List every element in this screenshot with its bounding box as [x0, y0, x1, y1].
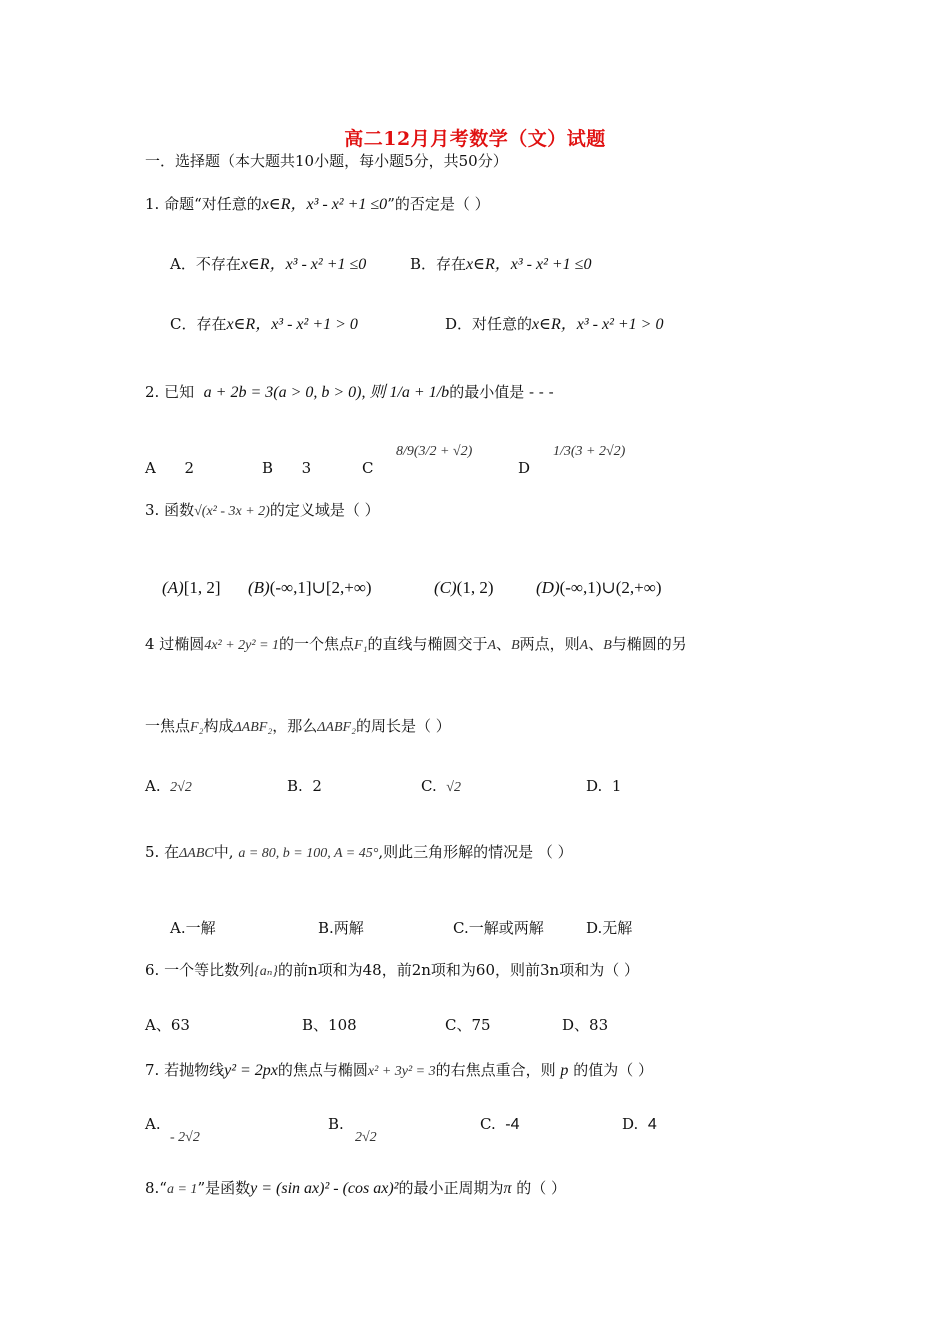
question-2-option-d: [518, 458, 530, 478]
question-7-math-1: y² = 2px: [224, 1062, 278, 1079]
option-label: B．存在: [410, 255, 467, 273]
question-2-suffix: 的最小值是 - - -: [449, 383, 554, 401]
question-8-prefix: 8.“: [145, 1179, 167, 1197]
question-3-option-c: [434, 578, 494, 598]
question-7-math-2: x² + 3y² = 3: [367, 1064, 436, 1079]
question-6-math: {aₙ}: [254, 964, 278, 979]
q4-text: 一焦点: [145, 717, 191, 735]
question-5-math: a = 80, b = 100, A = 45°: [238, 846, 379, 861]
question-7-option-d: [622, 1114, 657, 1135]
question-3-suffix: 的定义域是（ ）: [269, 501, 380, 519]
q4-math: ΔABF₂: [233, 720, 273, 735]
q4-math: A: [487, 638, 497, 653]
question-6-option-c: C、75: [445, 1016, 491, 1034]
option-math: x∈R，x³ - x² +1 ≤0: [240, 256, 367, 273]
q4-math: F₁: [354, 638, 368, 653]
option-label: A.: [145, 777, 161, 795]
q4-math: B: [511, 638, 520, 653]
question-2: [145, 382, 554, 403]
q4-text: 、: [496, 635, 512, 653]
question-7: [145, 1060, 653, 1082]
option-value: [1, 2]: [183, 578, 221, 597]
option-label: D．对任意的: [445, 315, 533, 333]
question-6: [145, 960, 639, 982]
question-2-prefix: 2. 已知: [145, 383, 195, 401]
q4-math: A: [579, 638, 589, 653]
question-5-option-c: C.一解或两解: [453, 919, 544, 937]
q4-math: ΔABF₂: [317, 720, 356, 735]
option-value: 3: [301, 459, 312, 477]
option-value: 4: [647, 1116, 657, 1133]
question-2-option-c: [362, 458, 373, 478]
option-label: A: [145, 459, 156, 477]
question-7-suffix: 的值为（ ）: [573, 1061, 653, 1079]
option-label: (C): [434, 578, 457, 597]
question-4-option-b: [287, 776, 322, 796]
question-4-line-2: [145, 716, 451, 738]
question-3-prefix: 3. 函数: [145, 501, 195, 519]
question-2-option-d-value: [553, 440, 625, 462]
question-1-option-a: [170, 254, 366, 275]
option-math: x∈R，x³ - x² +1 > 0: [226, 316, 358, 333]
q4-text: 与椭圆的另: [611, 635, 687, 653]
option-label: (A): [162, 578, 184, 597]
question-3: [145, 500, 380, 522]
q4-text: 、: [588, 635, 604, 653]
q4-math: B: [603, 638, 612, 653]
q4-text: 两点，则: [519, 635, 580, 653]
q4-text: 的一个焦点: [279, 635, 355, 653]
question-3-option-a: [162, 578, 221, 598]
option-value: 8/9(3/2 + √2): [396, 444, 473, 459]
option-label: C．存在: [170, 315, 227, 333]
question-7-mid: 的焦点与椭圆: [277, 1061, 368, 1079]
question-6-prefix: 6. 一个等比数列: [145, 961, 255, 979]
question-2-math: a + 2b = 3(a > 0, b > 0), 则 1/a + 1/b: [203, 384, 450, 401]
question-2-option-a: [145, 458, 194, 478]
option-value: 1: [611, 777, 622, 795]
question-5-suffix: ,则此三角形解的情况是 （ ）: [378, 843, 573, 861]
question-7-mid-2: 的右焦点重合，则: [435, 1061, 556, 1079]
question-7-option-b-label: B.: [328, 1115, 344, 1133]
question-8-math-2: y = (sin ax)² - (cos ax)²: [250, 1180, 399, 1197]
question-4-option-d: [586, 776, 621, 796]
q4-text: 的直线与椭圆交于: [367, 635, 488, 653]
option-value: 2: [184, 459, 194, 477]
question-6-suffix: 的前n项和为48，前2n项和为60，则前3n项和为（ ）: [277, 961, 639, 979]
question-8: [145, 1178, 566, 1200]
option-math: x∈R，x³ - x² +1 ≤0: [466, 256, 592, 273]
question-5-option-d: D.无解: [586, 919, 633, 937]
question-1-option-b: [410, 254, 591, 275]
question-7-option-a-label: A.: [145, 1115, 161, 1133]
question-2-option-c-value: [396, 440, 472, 462]
option-label: D.: [586, 777, 603, 795]
question-8-math-1: a = 1: [166, 1182, 198, 1197]
option-label: D: [518, 459, 531, 477]
question-2-option-b: [262, 458, 311, 478]
option-label: C: [362, 459, 374, 477]
section-heading: 一．选择题（本大题共10小题，每小题5分，共50分）: [145, 152, 508, 170]
option-value: 1/3(3 + 2√2): [553, 444, 626, 459]
question-7-prefix: 7. 若抛物线: [145, 1061, 225, 1079]
question-7-option-b-value: [355, 1126, 377, 1148]
question-4-option-a: [145, 776, 192, 798]
question-3-option-b: [248, 578, 372, 598]
q4-math: F₂: [190, 720, 204, 735]
option-label: D.: [622, 1115, 639, 1133]
question-5-prefix: 5. 在: [145, 843, 180, 861]
option-math: x∈R，x³ - x² +1 > 0: [532, 316, 664, 333]
option-label: C.: [480, 1115, 496, 1133]
question-5: [145, 842, 573, 864]
question-8-var: π: [503, 1180, 512, 1197]
question-6-option-d: D、83: [562, 1016, 609, 1034]
question-6-option-b: B、108: [302, 1016, 357, 1034]
question-7-option-a-value: [170, 1126, 200, 1148]
q4-math: 4x² + 2y² = 1: [204, 638, 280, 653]
question-5-triangle: ΔABC: [179, 846, 214, 861]
question-1-option-d: [445, 314, 663, 335]
option-value: - 2√2: [170, 1130, 200, 1145]
question-1: [145, 194, 490, 215]
question-1-suffix: ”的否定是（ ）: [387, 195, 490, 213]
option-value: (-∞,1]∪[2,+∞): [269, 578, 372, 597]
option-value: 2√2: [355, 1130, 377, 1145]
question-5-option-a: A.一解: [170, 919, 216, 937]
option-label: B: [262, 459, 274, 477]
question-7-option-c: [480, 1114, 520, 1135]
question-4-line-1: [145, 634, 687, 656]
question-8-mid: ”是函数: [197, 1179, 251, 1197]
question-1-prefix: 1. 命题“对任意的: [145, 195, 262, 213]
question-8-suffix: 的（ ）: [516, 1179, 567, 1197]
option-value: -4: [505, 1116, 520, 1133]
option-value: (-∞,1)∪(2,+∞): [559, 578, 662, 597]
q4-text: 4 过椭圆: [145, 635, 205, 653]
question-3-option-d: [536, 578, 662, 598]
question-3-math: √(x² - 3x + 2): [194, 504, 270, 519]
question-7-var: p: [560, 1062, 569, 1079]
option-value: 2√2: [170, 780, 192, 795]
page-title: 高二12月月考数学（文）试题: [344, 128, 606, 150]
question-5-option-b: B.两解: [318, 919, 364, 937]
option-label: (B): [248, 578, 270, 597]
option-value: 2: [312, 777, 322, 795]
option-label: A．不存在: [170, 255, 241, 273]
question-1-option-c: [170, 314, 358, 335]
q4-text: 的周长是（ ）: [355, 717, 451, 735]
question-4-option-c: [421, 776, 461, 798]
q4-text: ，那么: [272, 717, 318, 735]
q4-text: 构成: [203, 717, 234, 735]
option-value: (1, 2): [456, 578, 494, 597]
option-label: B.: [287, 777, 303, 795]
question-6-option-a: A、63: [145, 1016, 190, 1034]
question-1-math: x∈R，x³ - x² +1 ≤0: [261, 196, 388, 213]
option-value: √2: [446, 780, 461, 795]
question-8-mid-2: 的最小正周期为: [398, 1179, 504, 1197]
option-label: (D): [536, 578, 560, 597]
option-label: C.: [421, 777, 437, 795]
question-5-mid: 中,: [213, 843, 234, 861]
